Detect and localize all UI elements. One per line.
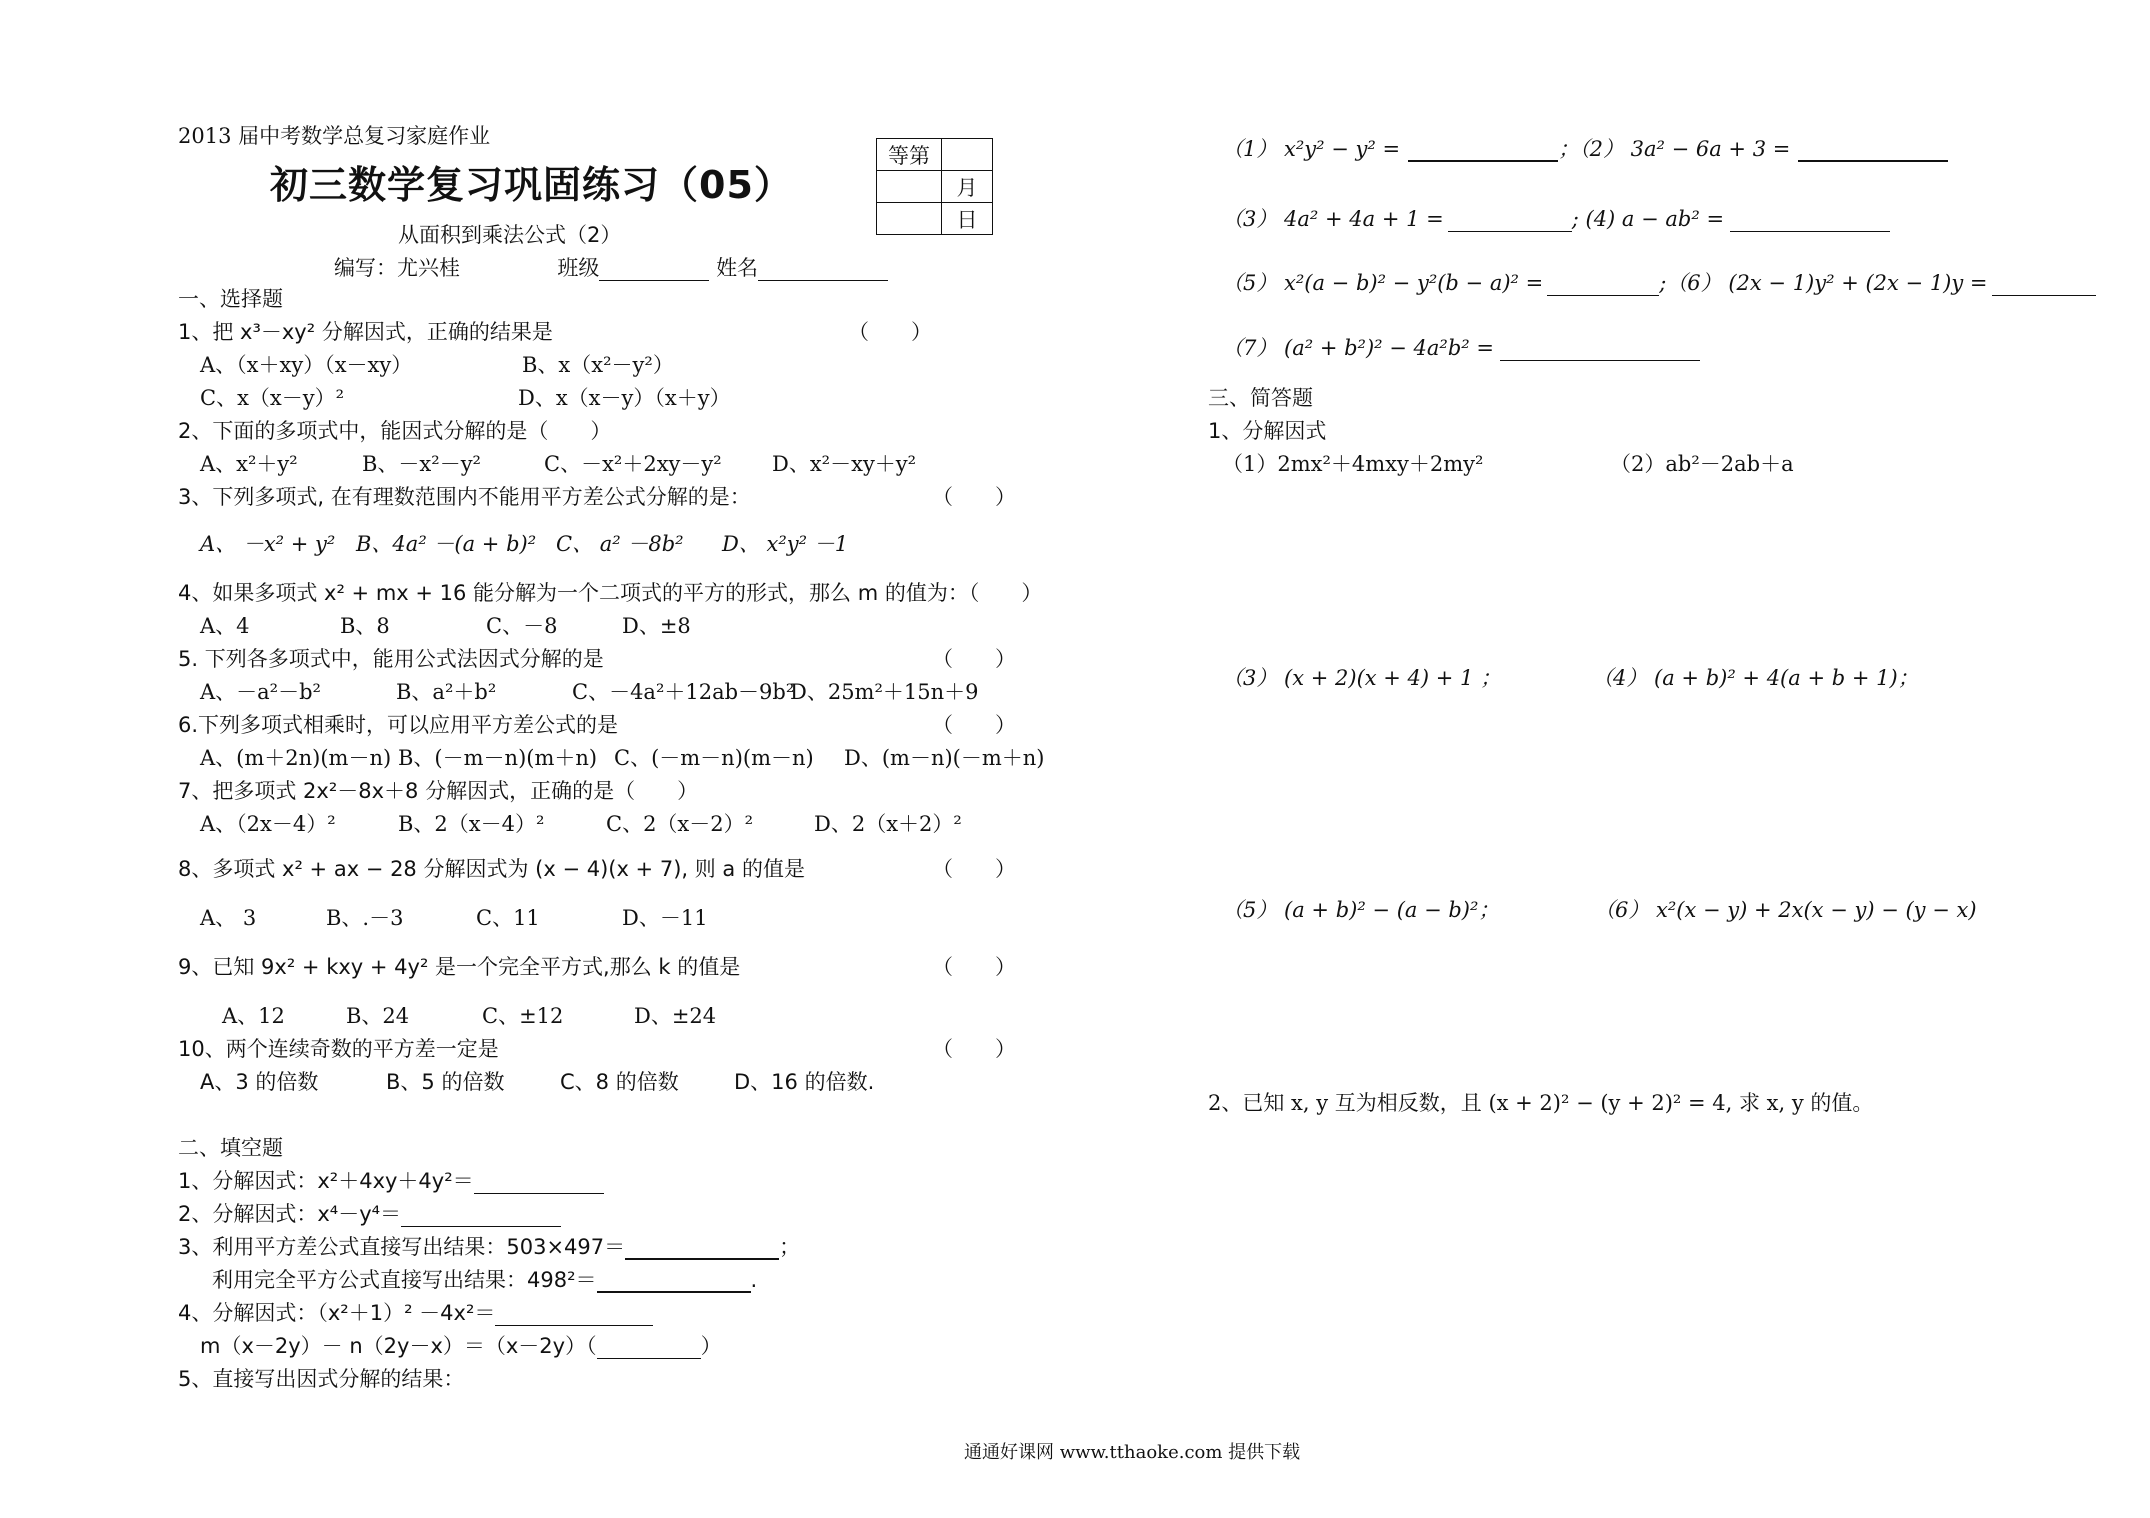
s3-q1-part1: （1）2mx²＋4mxy＋2my² — [1222, 452, 1484, 476]
q7-option-c[interactable]: C、2（x－2）² — [606, 812, 754, 836]
fill-q3b-text: 利用完全平方公式直接写出结果：498²＝ — [212, 1268, 597, 1292]
fill-q3b-end: . — [750, 1268, 758, 1292]
name-label: 姓名 — [716, 256, 759, 280]
q5-option-a[interactable]: A、－a²－b² — [200, 680, 321, 704]
q5-stem: 5. 下列各多项式中，能用公式法因式分解的是 — [178, 647, 604, 671]
fill-q2 — [178, 1201, 561, 1227]
fill-q1-blank[interactable] — [474, 1171, 604, 1194]
q3-option-d[interactable]: D、 x²y² －1 — [722, 532, 849, 556]
q7-stem: 7、把多项式 2x²－8x＋8 分解因式，正确的是（ ） — [178, 779, 699, 803]
q5-option-c[interactable]: C、－4a²＋12ab－9b² — [572, 680, 795, 704]
author-name: 编写：尤兴桂 — [334, 256, 460, 280]
q6-option-d[interactable]: D、(m－n)(－m＋n) — [844, 746, 1045, 770]
month-label: 月 — [942, 171, 993, 203]
q1-option-a[interactable]: A、（x＋xy）（x－xy） — [200, 353, 413, 377]
q3-stem: 3、下列多项式, 在有理数范围内不能用平方差公式分解的是： — [178, 485, 751, 509]
q8-answer-paren[interactable]: （ ） — [932, 857, 1016, 881]
fill-q5-5-blank[interactable] — [1547, 273, 1659, 296]
day-blank[interactable] — [877, 203, 942, 235]
fill-q3b-blank[interactable] — [597, 1269, 751, 1293]
grade-box — [876, 138, 993, 235]
fill-q5: 5、直接写出因式分解的结果： — [178, 1367, 465, 1391]
fill-q5-3-blank[interactable] — [1448, 209, 1572, 232]
q10-option-b[interactable]: B、5 的倍数 — [386, 1070, 505, 1094]
fill-q5-row1 — [1222, 136, 1948, 162]
fill-q3a-blank[interactable] — [625, 1236, 779, 1260]
q10-answer-paren[interactable]: （ ） — [932, 1037, 1016, 1061]
fill-q2-blank[interactable] — [401, 1204, 561, 1227]
q1-option-c[interactable]: C、x（x－y）² — [200, 386, 345, 410]
fill-q3a-end: ； — [779, 1235, 801, 1259]
fill-q5-2-blank[interactable] — [1798, 138, 1948, 162]
section3-heading: 三、简答题 — [1208, 386, 1313, 410]
q3-answer-paren[interactable]: （ ） — [932, 485, 1016, 509]
q8-option-a[interactable]: A、 3 — [200, 906, 257, 930]
fill-q5-2-text: ；（2） 3a² − 6a + 3 = — [1558, 137, 1791, 161]
fill-q5-row4 — [1222, 335, 1700, 361]
fill-q5-6-text: ;（6） (2x − 1)y² + (2x − 1)y = — [1659, 271, 1988, 295]
q2-option-d[interactable]: D、x²－xy＋y² — [772, 452, 917, 476]
month-blank[interactable] — [877, 171, 942, 203]
q9-option-d[interactable]: D、±24 — [634, 1004, 717, 1028]
fill-q5-row2 — [1222, 206, 1890, 232]
q7-option-d[interactable]: D、2（x＋2）² — [814, 812, 962, 836]
fill-q1 — [178, 1168, 604, 1194]
q7-option-a[interactable]: A、（2x－4）² — [200, 812, 336, 836]
q3-option-a[interactable]: A、 －x² + y² — [200, 532, 336, 556]
q6-stem: 6.下列多项式相乘时，可以应用平方差公式的是 — [178, 713, 619, 737]
s3-q1-part2: （2）ab²－2ab＋a — [1610, 452, 1794, 476]
q1-stem: 1、把 x³－xy² 分解因式，正确的结果是 — [178, 320, 553, 344]
top-note: 2013 届中考数学总复习家庭作业 — [178, 124, 491, 148]
s3-q1-part6: （6） x²(x − y) + 2x(x − y) − (y − x) — [1594, 898, 1977, 922]
fill-q3b — [212, 1267, 757, 1293]
q6-option-c[interactable]: C、(－m－n)(m－n) — [614, 746, 814, 770]
q10-option-a[interactable]: A、3 的倍数 — [200, 1070, 319, 1094]
day-label: 日 — [942, 203, 993, 235]
grade-cell[interactable] — [942, 139, 993, 171]
grade-label: 等第 — [877, 139, 942, 171]
fill-q5-7-blank[interactable] — [1500, 338, 1700, 361]
fill-q5-4-blank[interactable] — [1730, 209, 1890, 232]
q2-option-c[interactable]: C、－x²＋2xy－y² — [544, 452, 722, 476]
q1-option-d[interactable]: D、x（x－y）（x＋y） — [518, 386, 731, 410]
q10-option-d[interactable]: D、16 的倍数. — [734, 1070, 875, 1094]
class-label: 班级 — [557, 256, 600, 280]
q4-stem: 4、如果多项式 x² + mx + 16 能分解为一个二项式的平方的形式，那么 m 的值为：（ ） — [178, 581, 1043, 605]
fill-q5-4-text: ; (4) a − ab² = — [1571, 207, 1725, 231]
q6-answer-paren[interactable]: （ ） — [932, 713, 1016, 737]
s3-q1-heading: 1、分解因式 — [1208, 419, 1327, 443]
q4-option-b[interactable]: B、8 — [340, 614, 390, 638]
q5-option-b[interactable]: B、a²＋b² — [396, 680, 497, 704]
q9-option-a[interactable]: A、12 — [222, 1004, 285, 1028]
fill-q1-text: 1、分解因式：x²＋4xy＋4y²＝ — [178, 1169, 474, 1193]
section1-heading: 一、选择题 — [178, 287, 283, 311]
q9-stem: 9、已知 9x² + kxy + 4y² 是一个完全平方式,那么 k 的值是 — [178, 955, 741, 979]
q4-option-c[interactable]: C、－8 — [486, 614, 558, 638]
fill-q3a — [178, 1234, 800, 1260]
page-title: 初三数学复习巩固练习（05） — [270, 163, 793, 207]
q4-option-a[interactable]: A、4 — [200, 614, 250, 638]
q2-option-a[interactable]: A、x²＋y² — [200, 452, 298, 476]
fill-q4a-text: 4、分解因式：（x²＋1）² －4x²＝ — [178, 1301, 496, 1325]
fill-q2-text: 2、分解因式：x⁴－y⁴＝ — [178, 1202, 402, 1226]
fill-q4b — [200, 1333, 722, 1359]
q5-option-d[interactable]: D、25m²＋15n＋9 — [790, 680, 979, 704]
s3-q1-part3: （3） (x + 2)(x + 4) + 1 ； — [1222, 666, 1502, 690]
fill-q4b-text: m（x－2y）－ n（2y－x）＝（x－2y）（ — [200, 1334, 597, 1358]
fill-q5-6-blank[interactable] — [1992, 273, 2096, 296]
q8-option-d[interactable]: D、－11 — [622, 906, 708, 930]
q8-option-c[interactable]: C、11 — [476, 906, 540, 930]
fill-q5-1-text: （1） x²y² − y² = — [1222, 137, 1401, 161]
q2-stem: 2、下面的多项式中，能因式分解的是（ ） — [178, 419, 612, 443]
q6-option-a[interactable]: A、(m＋2n)(m－n) — [200, 746, 392, 770]
section2-heading: 二、填空题 — [178, 1136, 283, 1160]
q8-stem: 8、多项式 x² + ax − 28 分解因式为 (x − 4)(x + 7), 则 a 的值是 — [178, 857, 805, 881]
q2-option-b[interactable]: B、－x²－y² — [362, 452, 481, 476]
q3-option-b[interactable]: B、4a² －(a + b)² — [356, 532, 537, 556]
page-subtitle: 从面积到乘法公式（2） — [398, 223, 622, 247]
q4-option-d[interactable]: D、±8 — [622, 614, 691, 638]
q1-answer-paren[interactable]: （ ） — [848, 320, 932, 344]
q9-option-b[interactable]: B、24 — [346, 1004, 410, 1028]
fill-q4a — [178, 1300, 653, 1326]
s3-q2: 2、已知 x, y 互为相反数，且 (x + 2)² − (y + 2)² = 4, 求 x, y 的值。 — [1208, 1091, 1874, 1115]
q3-option-c[interactable]: C、 a² －8b² — [556, 532, 684, 556]
s3-q1-part4: （4） (a + b)² + 4(a + b + 1)； — [1592, 666, 1919, 690]
fill-q4b-blank[interactable] — [597, 1336, 701, 1359]
q10-option-c[interactable]: C、8 的倍数 — [560, 1070, 679, 1094]
fill-q5-5-text: （5） x²(a − b)² − y²(b − a)² = — [1222, 271, 1544, 295]
q1-option-b[interactable]: B、x（x²－y²） — [522, 353, 674, 377]
fill-q3a-text: 3、利用平方差公式直接写出结果：503×497＝ — [178, 1235, 626, 1259]
footer-source: 通通好课网 www.tthaoke.com 提供下载 — [964, 1442, 1301, 1463]
q10-stem: 10、两个连续奇数的平方差一定是 — [178, 1037, 499, 1061]
name-field[interactable] — [758, 258, 888, 281]
q9-answer-paren[interactable]: （ ） — [932, 955, 1016, 979]
fill-q5-1-blank[interactable] — [1408, 138, 1558, 162]
fill-q5-row3 — [1222, 270, 2096, 296]
q9-option-c[interactable]: C、±12 — [482, 1004, 564, 1028]
author-line — [334, 255, 888, 281]
q7-option-b[interactable]: B、2（x－4）² — [398, 812, 545, 836]
fill-q4b-end: ） — [700, 1334, 722, 1358]
q5-answer-paren[interactable]: （ ） — [932, 647, 1016, 671]
fill-q4a-blank[interactable] — [495, 1303, 653, 1326]
q8-option-b[interactable]: B、.－3 — [326, 906, 404, 930]
q6-option-b[interactable]: B、(－m－n)(m＋n) — [398, 746, 598, 770]
fill-q5-3-text: （3） 4a² + 4a + 1 = — [1222, 207, 1444, 231]
s3-q1-part5: （5） (a + b)² − (a − b)²； — [1222, 898, 1500, 922]
fill-q5-7-text: （7） (a² + b²)² − 4a²b² = — [1222, 336, 1494, 360]
class-field[interactable] — [599, 258, 709, 281]
